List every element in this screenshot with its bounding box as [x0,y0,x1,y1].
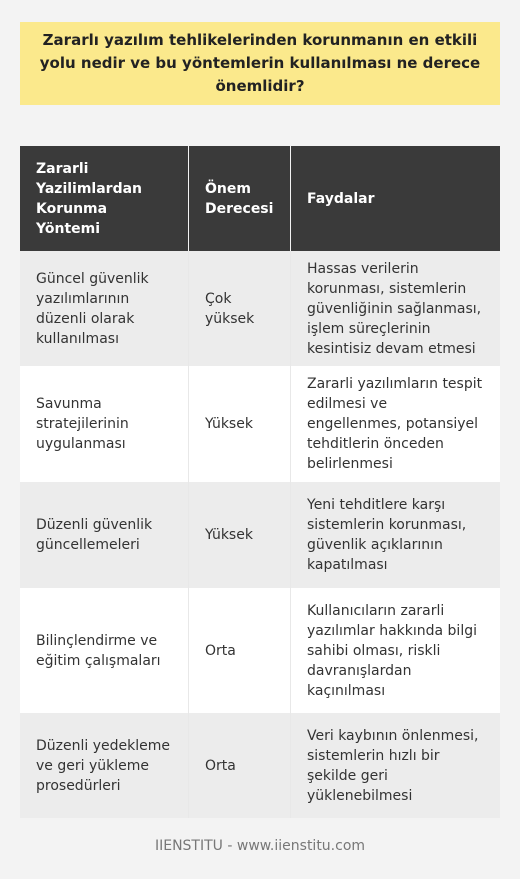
cell-method: Savunma stratejilerinin uygulanması [20,366,188,482]
table-row [20,251,500,366]
cell-method: Güncel güvenlik yazılımlarının düzenli olarak kullanılması [20,251,188,366]
cell-importance: Çok yüksek [188,251,290,366]
cell-importance: Yüksek [188,366,290,482]
cell-importance: Orta [188,588,290,713]
table-row [20,482,500,588]
header-benefits: Faydalar [290,146,500,251]
cell-benefits: Hassas verilerin korunması, sistemlerin güvenliğinin sağlanması, işlem süreçlerinin kesintisiz devam etmesi [290,251,500,366]
table-row [20,366,500,482]
footer-source: IIENSTITU - www.iienstitu.com [154,838,366,854]
page-title: Zararlı yazılım tehlikelerinden korunmanın en etkili yolu nedir ve bu yöntemlerin kullanılması ne derece önemlidir? [39,31,481,95]
title-banner [20,22,500,105]
header-method: Zararli Yazilimlardan Korunma Yöntemi [20,146,188,251]
cell-method: Düzenli güvenlik güncellemeleri [20,482,188,588]
header-importance: Önem Derecesi [188,146,290,251]
cell-method: Bilinçlendirme ve eğitim çalışmaları [20,588,188,713]
methods-table [20,146,500,818]
table-row [20,588,500,713]
cell-importance: Orta [188,713,290,818]
table-row [20,713,500,818]
cell-importance: Yüksek [188,482,290,588]
cell-benefits: Zararli yazılımların tespit edilmesi ve engellenmes, potansiyel tehditlerin önceden belirlenmesi [290,366,500,482]
cell-method: Düzenli yedekleme ve geri yükleme prosedürleri [20,713,188,818]
cell-benefits: Veri kaybının önlenmesi, sistemlerin hızlı bir şekilde geri yüklenebilmesi [290,713,500,818]
cell-benefits: Yeni tehditlere karşı sistemlerin korunması, güvenlik açıklarının kapatılması [290,482,500,588]
table-header-row [20,146,500,251]
cell-benefits: Kullanıcıların zararli yazılımlar hakkında bilgi sahibi olması, riskli davranışlardan kaçınılması [290,588,500,713]
